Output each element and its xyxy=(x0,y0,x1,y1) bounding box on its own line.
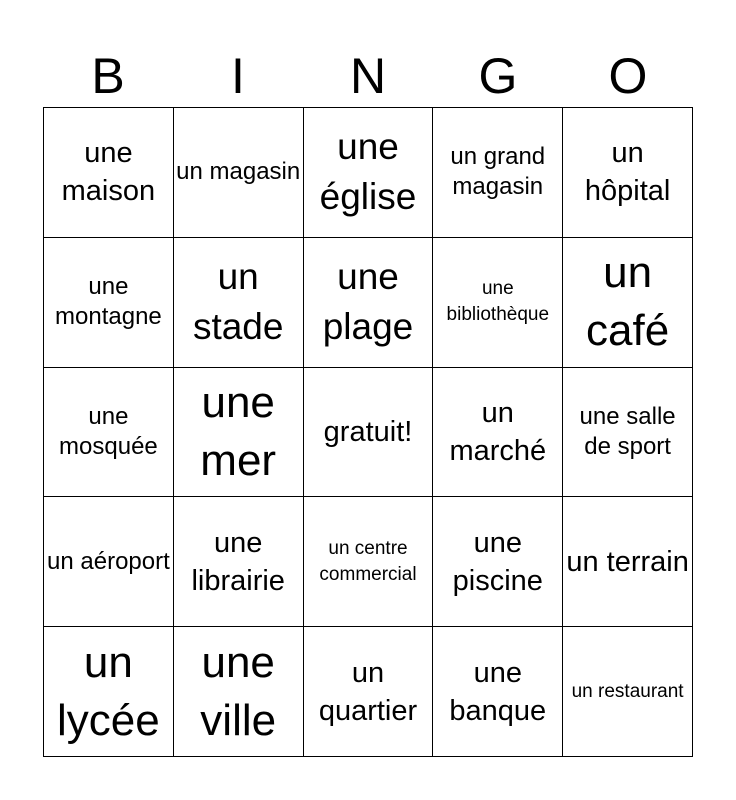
bingo-cell[interactable] xyxy=(44,627,174,757)
cell-text: une salle de sport xyxy=(579,402,676,460)
bingo-cell[interactable] xyxy=(174,238,304,368)
cell-text: un hôpital xyxy=(584,137,671,208)
cell-text: un restaurant xyxy=(571,680,684,702)
bingo-cell[interactable] xyxy=(563,108,693,238)
bingo-board xyxy=(43,107,693,757)
header-letter-n: N xyxy=(349,48,387,104)
bingo-cell[interactable] xyxy=(433,108,563,238)
cell-text: une banque xyxy=(449,656,547,727)
cell-text: une bibliothèque xyxy=(446,278,550,326)
bingo-cell[interactable] xyxy=(304,627,434,757)
cell-text: une maison xyxy=(61,137,156,208)
cell-text: une mosquée xyxy=(59,402,158,460)
header-letter-b: B xyxy=(91,48,125,104)
cell-text: une mer xyxy=(200,377,277,485)
bingo-cell[interactable] xyxy=(563,627,693,757)
bingo-cell[interactable] xyxy=(44,497,174,627)
cell-text: gratuit! xyxy=(323,415,413,448)
bingo-cell[interactable] xyxy=(174,108,304,238)
header-letter-i: I xyxy=(231,48,245,104)
header-letter-o: O xyxy=(608,48,648,104)
bingo-cell[interactable] xyxy=(563,497,693,627)
bingo-cell[interactable] xyxy=(433,627,563,757)
free-space[interactable] xyxy=(304,368,434,498)
header-letter-g: G xyxy=(478,48,518,104)
cell-text: un quartier xyxy=(318,656,418,727)
bingo-cell[interactable] xyxy=(304,108,434,238)
bingo-cell[interactable] xyxy=(44,368,174,498)
cell-text: un aéroport xyxy=(47,547,170,575)
bingo-cell[interactable] xyxy=(44,238,174,368)
bingo-cell[interactable] xyxy=(563,368,693,498)
cell-text: un grand magasin xyxy=(450,143,546,201)
bingo-cell[interactable] xyxy=(563,238,693,368)
cell-text: un marché xyxy=(449,396,547,467)
bingo-cell[interactable] xyxy=(433,238,563,368)
bingo-header xyxy=(43,46,693,106)
bingo-cell[interactable] xyxy=(433,368,563,498)
cell-text: un magasin xyxy=(176,158,301,186)
cell-text: un centre commercial xyxy=(319,537,417,585)
cell-text: une librairie xyxy=(191,526,285,597)
bingo-cell[interactable] xyxy=(433,497,563,627)
bingo-cell[interactable] xyxy=(174,627,304,757)
cell-text: une église xyxy=(319,126,417,218)
cell-text: un lycée xyxy=(57,637,160,745)
bingo-cell[interactable] xyxy=(304,238,434,368)
cell-text: un stade xyxy=(192,256,284,348)
cell-text: une plage xyxy=(322,256,414,348)
bingo-cell[interactable] xyxy=(304,497,434,627)
cell-text: un terrain xyxy=(566,545,689,578)
cell-text: un café xyxy=(586,248,670,356)
bingo-cell[interactable] xyxy=(174,368,304,498)
bingo-cell[interactable] xyxy=(174,497,304,627)
cell-text: une montagne xyxy=(55,273,162,331)
bingo-cell[interactable] xyxy=(44,108,174,238)
cell-text: une piscine xyxy=(452,526,543,597)
cell-text: une ville xyxy=(200,637,277,745)
